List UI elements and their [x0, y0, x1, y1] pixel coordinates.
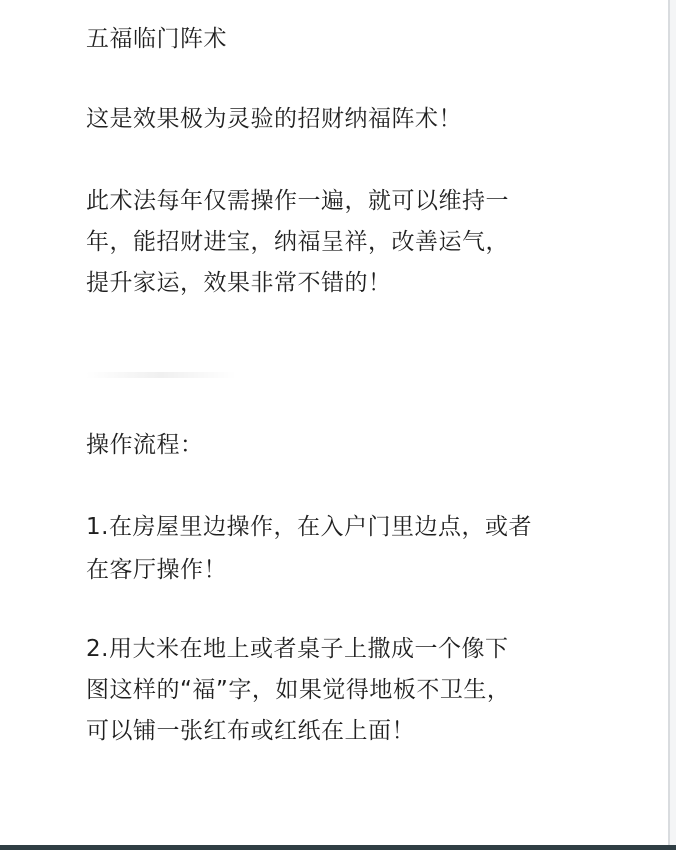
- intro-text: 这是效果极为灵验的招财纳福阵术！: [86, 106, 462, 132]
- bottom-bar: [0, 845, 676, 850]
- process-heading: 操作流程：: [86, 432, 204, 458]
- article-title: 五福临门阵术: [86, 26, 227, 52]
- page-right-border: [668, 0, 676, 850]
- faint-divider: [86, 372, 236, 378]
- step1-line: 在客厅操作！: [86, 557, 227, 583]
- step2-line: 可以铺一张红布或红纸在上面！: [86, 718, 415, 744]
- paragraph-line: 此术法每年仅需操作一遍，就可以维持一: [86, 188, 509, 214]
- step2-line: 2.用大米在地上或者桌子上撒成一个像下: [86, 636, 509, 662]
- paragraph-line: 年，能招财进宝，纳福呈祥，改善运气，: [86, 229, 509, 255]
- paragraph-line: 提升家运，效果非常不错的！: [86, 270, 392, 296]
- step2-line: 图这样的“福”字，如果觉得地板不卫生，: [86, 677, 511, 703]
- step1-line: 1.在房屋里边操作，在入户门里边点，或者: [86, 514, 532, 540]
